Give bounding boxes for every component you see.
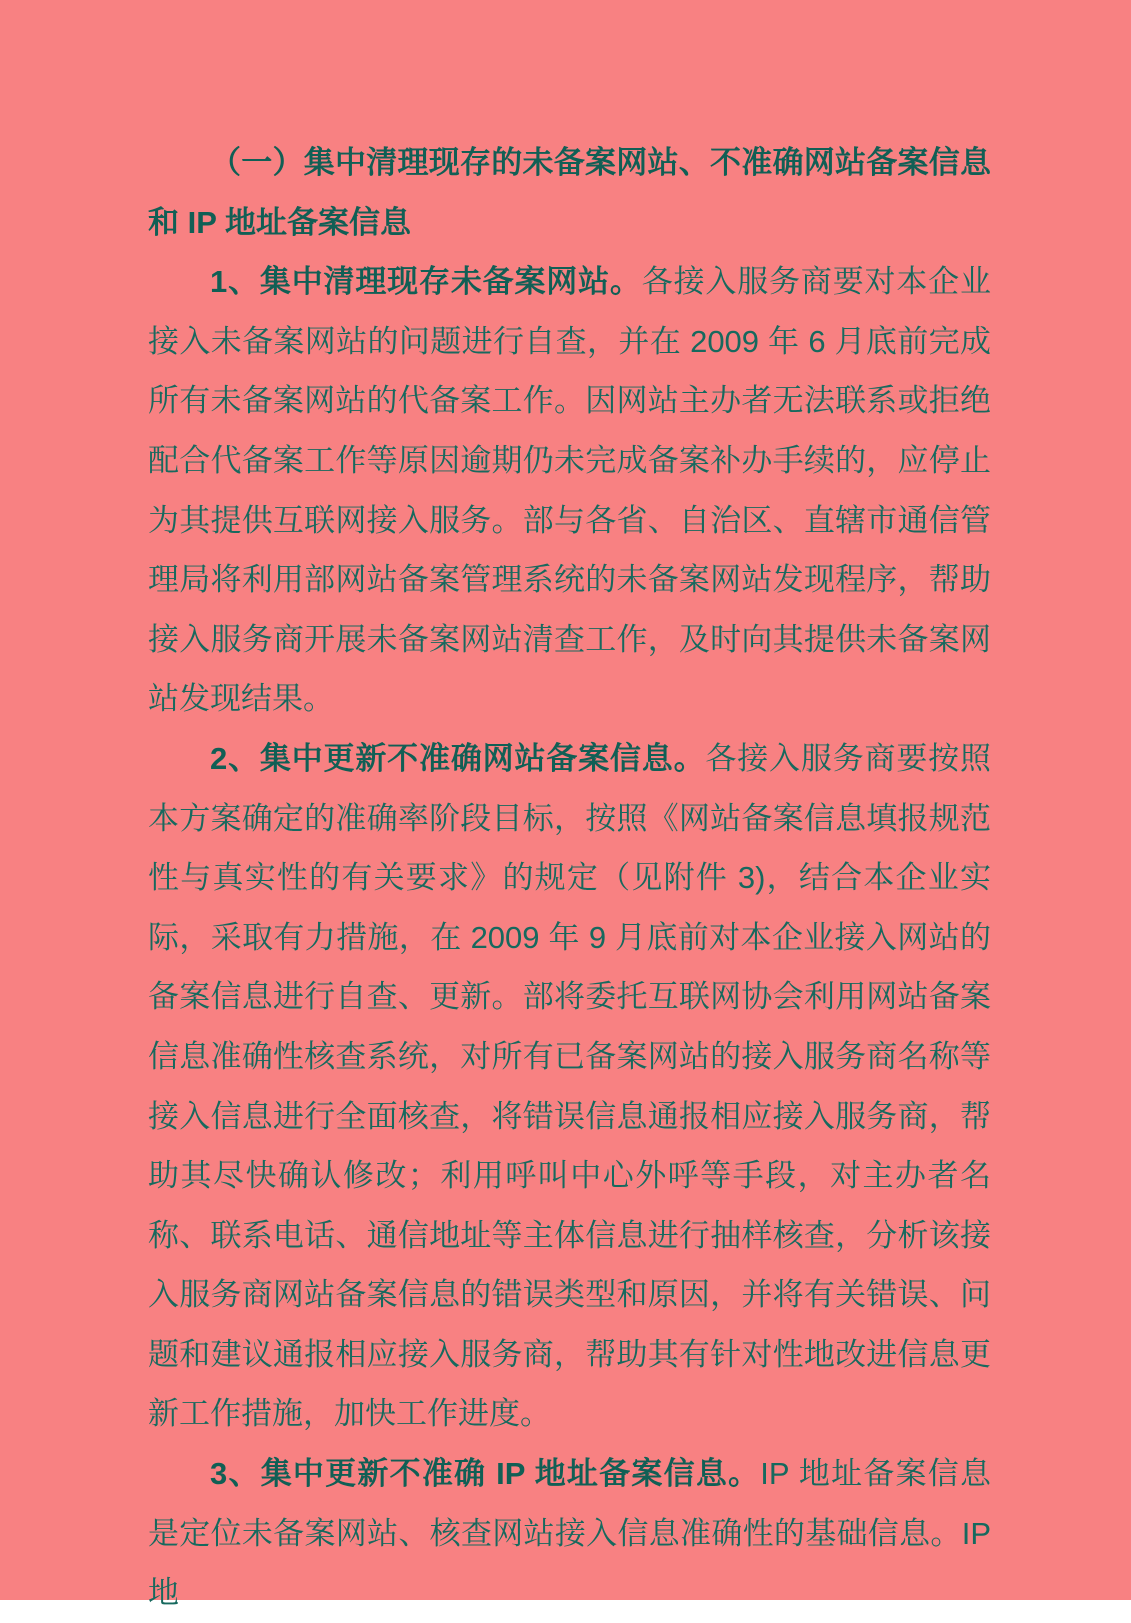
paragraph-2-lead: 2、集中更新不准确网站备案信息。 (210, 740, 706, 776)
paragraph-2-body: 各接入服务商要按照本方案确定的准确率阶段目标，按照《网站备案信息填报规范性与真实性的有关要求》的规定（见附件 3)，结合本企业实际，采取有力措施，在 2009 年 9 月底前对本企业接入网站的备案信息进行自查、更新。部将委托互联网协会利用网站备案信息准确性核查系统，对所有已备案网站的接入服务商名称等接入信息进行全面核查，将错误信息通报相应接入服务商，帮助其尽快确认修改；利用呼叫中心外呼等手段，对主办者名称、联系电话、通信地址等主体信息进行抽样核查，分析该接入服务商网站备案信息的错误类型和原因，并将有关错误、问题和建议通报相应接入服务商，帮助其有针对性地改进信息更新工作措施，加快工作进度。 (148, 740, 991, 1432)
section-heading: （一）集中清理现存的未备案网站、不准确网站备案信息和 IP 地址备案信息 (148, 145, 991, 240)
paragraph-1-lead: 1、集中清理现存未备案网站。 (210, 264, 642, 300)
paragraph-2 (148, 729, 991, 1444)
paragraph-1 (148, 252, 991, 729)
paragraph-1-body: 各接入服务商要对本企业接入未备案网站的问题进行自查，并在 2009 年 6 月底前完成所有未备案网站的代备案工作。因网站主办者无法联系或拒绝配合代备案工作等原因逾期仍未完成备案补办手续的，应停止为其提供互联网接入服务。部与各省、自治区、直辖市通信管理局将利用部网站备案管理系统的未备案网站发现程序，帮助接入服务商开展未备案网站清查工作，及时向其提供未备案网站发现结果。 (148, 264, 991, 717)
document-text-block (148, 133, 991, 1623)
paragraph-3 (148, 1444, 991, 1623)
paragraph-3-body: IP 地址备案信息是定位未备案网站、核查网站接入信息准确性的基础信息。IP 地 (148, 1456, 992, 1611)
paragraph-3-lead: 3、集中更新不准确 IP 地址备案信息。 (210, 1456, 761, 1492)
